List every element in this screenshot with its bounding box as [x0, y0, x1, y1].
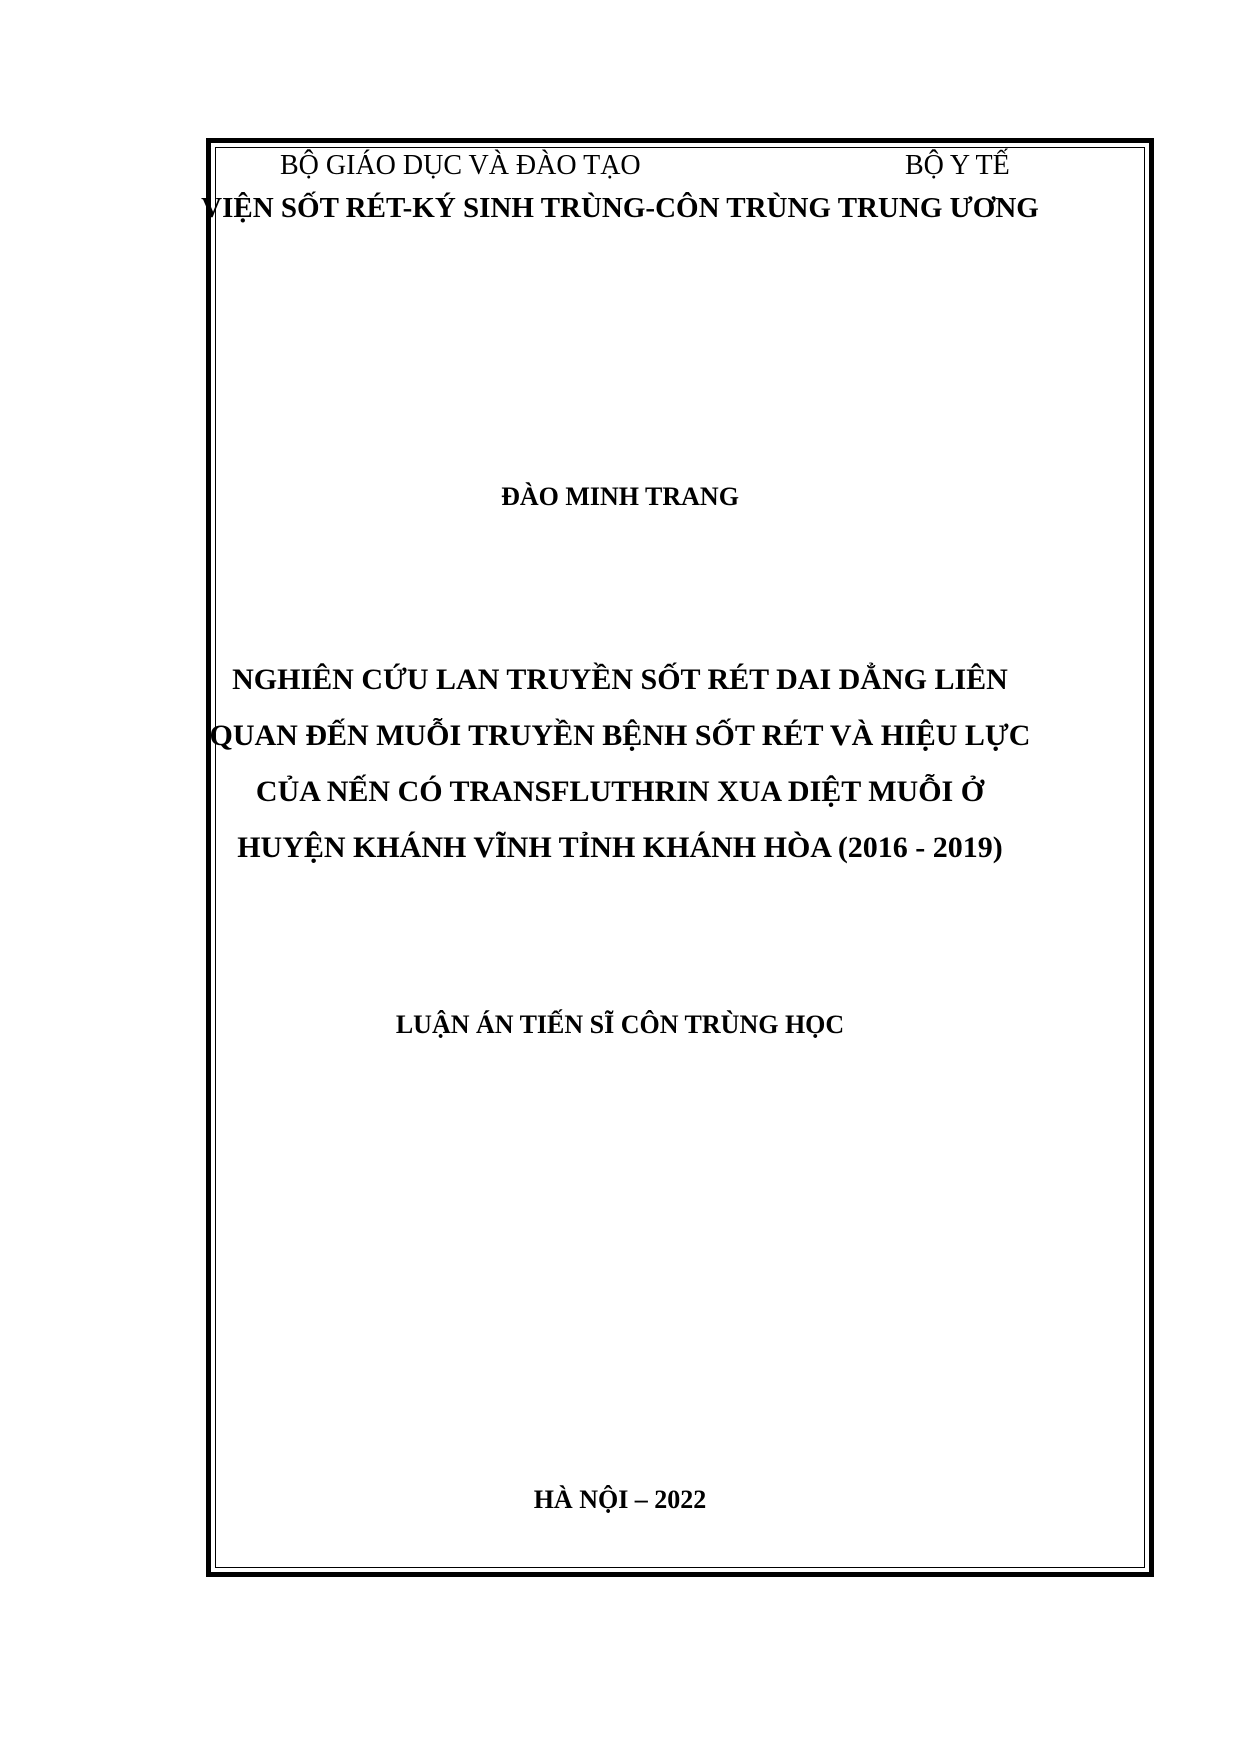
thesis-title-line: NGHIÊN CỨU LAN TRUYỀN SỐT RÉT DAI DẲNG LIÊN: [232, 663, 1008, 696]
ministry-education: BỘ GIÁO DỤC VÀ ĐÀO TẠO: [280, 150, 641, 181]
ministry-health: BỘ Y TẾ: [905, 150, 1010, 181]
degree-type: LUẬN ÁN TIẾN SĨ CÔN TRÙNG HỌC: [395, 1010, 845, 1039]
place-and-year: HÀ NỘI – 2022: [533, 1485, 707, 1514]
thesis-title-line: HUYỆN KHÁNH VĨNH TỈNH KHÁNH HÒA (2016 - 2019): [237, 831, 1003, 864]
thesis-title: [0, 652, 1240, 876]
thesis-title-line: CỦA NẾN CÓ TRANSFLUTHRIN XUA DIỆT MUỖI Ở: [255, 775, 985, 808]
ministries-header: [0, 150, 1240, 184]
author-name: ĐÀO MINH TRANG: [501, 482, 739, 511]
institute-name: VIỆN SỐT RÉT-KÝ SINH TRÙNG-CÔN TRÙNG TRUNG ƯƠNG: [201, 192, 1039, 224]
thesis-title-line: QUAN ĐẾN MUỖI TRUYỀN BỆNH SỐT RÉT VÀ HIỆU LỰC: [209, 719, 1031, 752]
